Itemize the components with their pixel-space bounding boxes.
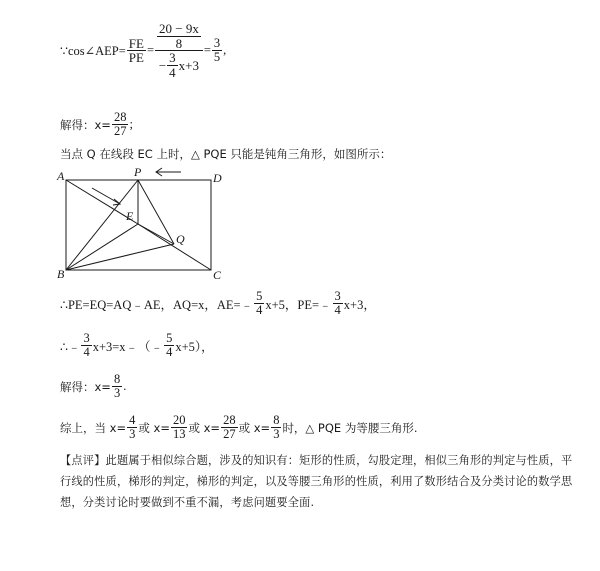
solution-fraction [112, 111, 129, 138]
label-a: A [57, 169, 65, 183]
fraction-num: 5 [166, 331, 173, 345]
three-quarter-fraction [167, 51, 178, 79]
five-quarter-fraction [254, 290, 264, 317]
three-fifths-fraction [212, 37, 222, 64]
case-statement [60, 146, 391, 162]
numerator-bottom: 8 [175, 35, 183, 51]
text-part: ∴﹣ [60, 339, 81, 354]
answer-fraction-2 [171, 414, 188, 441]
fraction-den: 5 [213, 50, 221, 65]
fraction-den: 4 [166, 345, 173, 360]
text-part: x+5，PE=﹣ [265, 297, 332, 312]
segment-be [66, 224, 138, 270]
text-part: ∴PE=EQ=AQ﹣AE，AQ=x，AE=﹣ [60, 297, 254, 312]
text-part: x+3=x﹣（﹣ [92, 339, 164, 354]
segment-bq [66, 244, 174, 270]
fraction-den: 4 [256, 303, 263, 318]
three-quarter-fraction [333, 290, 343, 317]
fe-pe-fraction [127, 37, 146, 65]
punctuation: . [123, 379, 127, 394]
punctuation: , [223, 43, 227, 58]
compound-numerator [155, 22, 203, 51]
solve-line-2 [60, 373, 126, 400]
text-part: 时，△ PQE 为等腰三角形. [282, 420, 418, 435]
summary-line [60, 414, 418, 441]
text-part: 或 x= [188, 420, 221, 435]
equals-sign-2: = [203, 43, 211, 58]
text-part: 综上，当 x= [60, 420, 127, 435]
geometry-figure [56, 166, 226, 281]
cos-equation-line [60, 22, 226, 80]
label-d: D [213, 171, 222, 185]
solution-fraction [112, 373, 122, 400]
fraction-den: 4 [334, 303, 341, 318]
solve-line-1 [60, 111, 133, 138]
fraction-num: 20 [172, 413, 186, 427]
answer-fraction-3 [221, 414, 238, 441]
pe-label: PE [128, 50, 144, 66]
fraction-num: 8 [273, 413, 280, 427]
fraction-num: 28 [223, 413, 236, 427]
text-part: x+5）， [175, 339, 214, 354]
fraction-num: 4 [129, 413, 136, 427]
numerator-top: 20 − 9x [159, 21, 199, 36]
label-e: E [126, 209, 134, 223]
fraction-num: 3 [169, 50, 176, 66]
equation-line [60, 332, 214, 359]
fraction-den: 4 [169, 64, 176, 80]
fraction-num: 3 [334, 289, 341, 303]
fraction-den: 27 [223, 427, 236, 442]
equals-sign: = [146, 43, 154, 58]
text-part: x+3， [343, 297, 376, 312]
den-suffix: x+3 [178, 57, 200, 73]
solve-label: 解得：x= [60, 379, 111, 394]
fraction-den: 3 [113, 386, 121, 401]
punctuation: ; [129, 117, 133, 132]
pe-eq-line [60, 290, 376, 317]
fraction-den: 3 [129, 427, 136, 442]
compound-denominator [157, 51, 201, 79]
label-c: C [213, 268, 222, 281]
segment-ec [138, 224, 211, 270]
label-q: Q [176, 232, 185, 246]
text-part: 或 x= [238, 420, 271, 435]
answer-fraction-1 [127, 414, 137, 441]
five-quarter-fraction [164, 332, 174, 359]
solve-label: 解得：x= [60, 117, 111, 132]
fe-label: FE [128, 35, 144, 51]
compound-fraction [155, 22, 203, 80]
minus-sign: − [158, 57, 167, 73]
fraction-num: 28 [113, 110, 127, 124]
fraction-den: 27 [113, 124, 127, 139]
case-text: 当点 Q 在线段 EC 上时，△ PQE 只能是钝角三角形，如图所示： [60, 147, 392, 161]
fraction-num: 3 [83, 331, 90, 345]
comment-paragraph: 【点评】此题属于相似综合题，涉及的知识有：矩形的性质，勾股定理，相似三角形的判定与性质，平行线的性质，梯形的判定，梯形的判定，以及等腰三角形的性质，利用了数形结合及分类讨论的数学思想，分类讨论时要做到不重不漏，考虑问题要全面. [60, 454, 573, 509]
fraction-den: 4 [83, 345, 90, 360]
label-b: B [57, 267, 65, 281]
fraction-den: 13 [172, 427, 186, 442]
text-part: 或 x= [138, 420, 170, 435]
fraction-num: 5 [256, 289, 263, 303]
label-p: P [134, 166, 142, 179]
answer-fraction-4 [271, 414, 281, 441]
fraction-den: 3 [273, 427, 280, 442]
fraction-num: 3 [213, 36, 221, 51]
three-quarter-fraction [81, 332, 91, 359]
fraction-num: 8 [113, 372, 121, 386]
arrow-ae-direction [92, 188, 120, 204]
cos-prefix: ∵cos∠AEP= [60, 43, 126, 58]
